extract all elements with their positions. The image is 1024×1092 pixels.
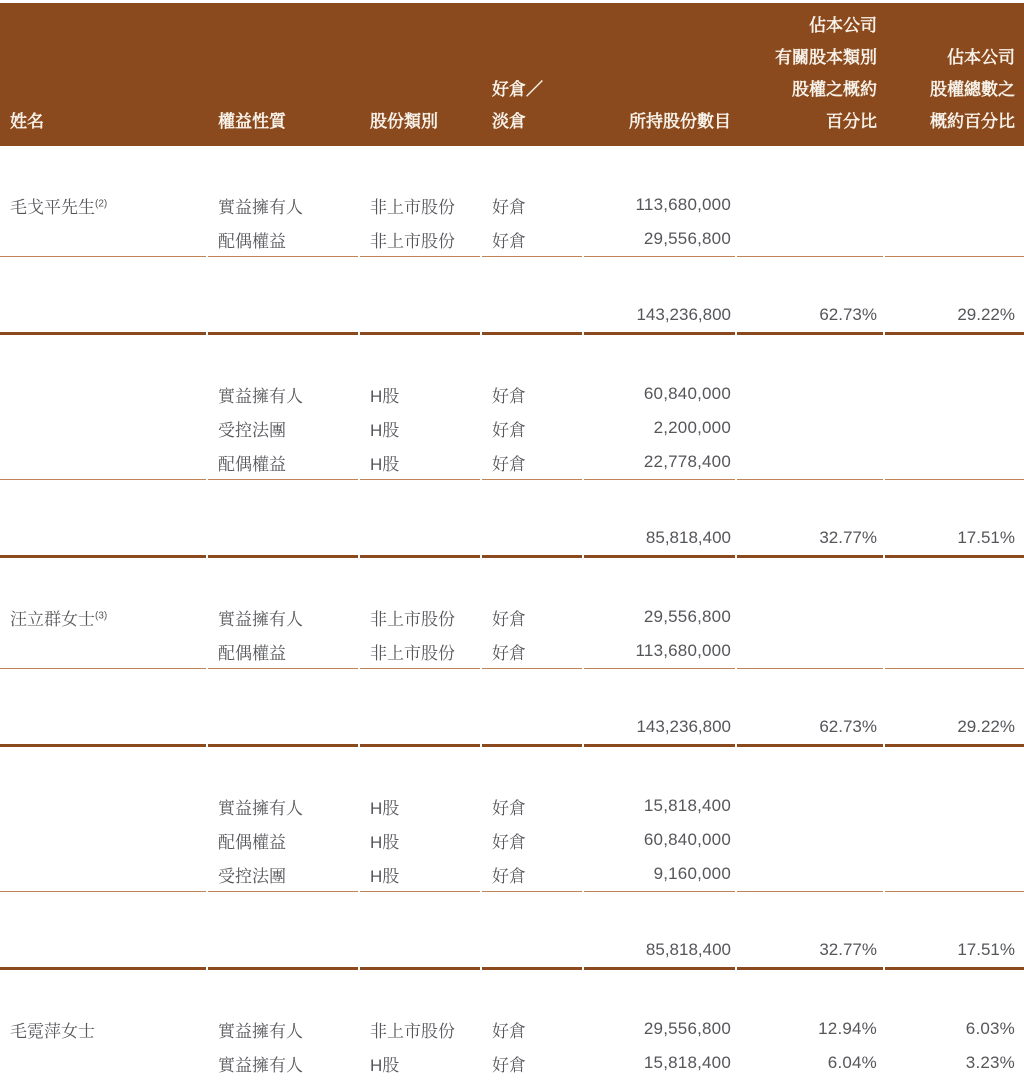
divider-segment — [885, 479, 1024, 480]
divider-segment — [737, 479, 883, 480]
cell-shares: 22,778,400 — [643, 452, 731, 471]
cell-position: 好倉 — [492, 798, 526, 818]
divider-segment — [0, 332, 206, 335]
table-section — [0, 747, 1024, 970]
divider-segment — [737, 256, 883, 257]
divider-segment — [360, 479, 480, 480]
cell-position: 好倉 — [492, 832, 526, 852]
section-divider-thin — [0, 891, 1024, 892]
table-body — [0, 146, 1024, 1080]
subtotal-pct_total: 17.51% — [957, 940, 1015, 959]
divider-segment — [0, 891, 206, 892]
subtotal-row — [0, 257, 1024, 332]
column-header-pct_class-line: 有關股本類別 — [775, 48, 877, 67]
subtotal-pct_class: 32.77% — [819, 528, 877, 547]
cell-shares: 60,840,000 — [643, 384, 731, 403]
divider-segment — [0, 479, 206, 480]
cell-nature: 受控法團 — [218, 866, 286, 886]
section-divider-thick — [0, 744, 1024, 747]
divider-segment — [360, 668, 480, 669]
subtotal-shares: 143,236,800 — [636, 717, 731, 736]
shareholder-name: 毛戈平先生 — [10, 197, 95, 217]
cell-class: H股 — [370, 420, 400, 440]
cell-nature: 實益擁有人 — [218, 798, 303, 818]
divider-segment — [584, 332, 735, 335]
divider-segment — [208, 332, 358, 335]
divider-segment — [482, 332, 582, 335]
cell-shares: 29,556,800 — [643, 607, 731, 626]
column-header-nature-line: 權益性質 — [218, 112, 286, 131]
cell-class: 非上市股份 — [370, 609, 455, 629]
column-header-shares — [584, 106, 735, 138]
column-header-nature — [208, 106, 358, 138]
divider-segment — [737, 668, 883, 669]
cell-nature: 配偶權益 — [218, 231, 286, 251]
divider-segment — [208, 967, 358, 970]
subtotal-shares: 85,818,400 — [645, 940, 731, 959]
divider-segment — [360, 744, 480, 747]
divider-segment — [0, 555, 206, 558]
cell-nature: 實益擁有人 — [218, 386, 303, 406]
cell-shares: 2,200,000 — [653, 418, 731, 437]
cell-nature: 配偶權益 — [218, 454, 286, 474]
divider-segment — [482, 668, 582, 669]
footnote-reference: (3) — [95, 609, 108, 621]
divider-segment — [360, 555, 480, 558]
divider-segment — [482, 744, 582, 747]
cell-shares: 29,556,800 — [643, 229, 731, 248]
table-section — [0, 335, 1024, 558]
section-spacer — [0, 970, 1024, 1012]
cell-nature: 實益擁有人 — [218, 609, 303, 629]
shareholder-name: 毛霓萍女士 — [10, 1021, 95, 1041]
subtotal-pct_class: 62.73% — [819, 305, 877, 324]
divider-segment — [885, 744, 1024, 747]
section-divider-thin — [0, 479, 1024, 480]
divider-segment — [482, 479, 582, 480]
cell-position: 好倉 — [492, 1021, 526, 1041]
divider-segment — [482, 256, 582, 257]
divider-segment — [584, 744, 735, 747]
divider-segment — [360, 256, 480, 257]
divider-segment — [0, 744, 206, 747]
divider-segment — [885, 555, 1024, 558]
cell-name — [0, 605, 206, 630]
table-row — [0, 445, 1024, 479]
table-row — [0, 188, 1024, 222]
column-header-pct_class-line: 佔本公司 — [809, 16, 877, 35]
cell-class: H股 — [370, 454, 400, 474]
column-header-position — [482, 74, 582, 138]
table-header-row — [0, 10, 1024, 138]
section-divider-thick — [0, 555, 1024, 558]
subtotal-shares: 85,818,400 — [645, 528, 731, 547]
column-header-name-line: 姓名 — [10, 112, 44, 131]
cell-pct_class: 6.04% — [827, 1053, 877, 1072]
divider-segment — [584, 479, 735, 480]
subtotal-pct_class: 32.77% — [819, 940, 877, 959]
subtotal-pct_total: 29.22% — [957, 717, 1015, 736]
column-header-shares-line: 所持股份數目 — [629, 112, 731, 131]
cell-pct_total: 6.03% — [965, 1019, 1015, 1038]
cell-shares: 60,840,000 — [643, 830, 731, 849]
table-row — [0, 823, 1024, 857]
cell-position: 好倉 — [492, 1055, 526, 1075]
table-section — [0, 146, 1024, 335]
footnote-reference: (2) — [95, 197, 108, 209]
divider-segment — [482, 967, 582, 970]
divider-segment — [360, 332, 480, 335]
divider-segment — [208, 256, 358, 257]
divider-segment — [885, 967, 1024, 970]
divider-segment — [482, 891, 582, 892]
divider-segment — [208, 479, 358, 480]
column-header-class-line: 股份類別 — [370, 112, 438, 131]
table-row — [0, 857, 1024, 891]
divider-segment — [208, 891, 358, 892]
column-header-pct_total-line: 佔本公司 — [947, 48, 1015, 67]
column-header-class — [360, 106, 480, 138]
cell-class: 非上市股份 — [370, 643, 455, 663]
table-row — [0, 222, 1024, 256]
column-header-pct_total — [885, 42, 1024, 138]
table-section — [0, 970, 1024, 1080]
divider-segment — [360, 967, 480, 970]
divider-segment — [584, 555, 735, 558]
shareholder-name: 汪立群女士 — [10, 609, 95, 629]
column-header-pct_class-line: 百分比 — [826, 112, 877, 131]
cell-class: 非上市股份 — [370, 1021, 455, 1041]
divider-segment — [208, 555, 358, 558]
cell-name — [0, 1017, 206, 1042]
cell-shares: 15,818,400 — [643, 796, 731, 815]
table-row — [0, 411, 1024, 445]
table-row — [0, 634, 1024, 668]
column-header-name — [0, 106, 206, 138]
table-header-band — [0, 3, 1024, 146]
cell-class: H股 — [370, 866, 400, 886]
divider-segment — [885, 891, 1024, 892]
cell-position: 好倉 — [492, 609, 526, 629]
divider-segment — [885, 332, 1024, 335]
cell-position: 好倉 — [492, 386, 526, 406]
section-spacer — [0, 146, 1024, 188]
divider-segment — [360, 891, 480, 892]
section-divider-thin — [0, 668, 1024, 669]
cell-shares: 113,680,000 — [635, 195, 731, 214]
cell-pct_total: 3.23% — [965, 1053, 1015, 1072]
divider-segment — [0, 967, 206, 970]
cell-position: 好倉 — [492, 866, 526, 886]
subtotal-pct_total: 29.22% — [957, 305, 1015, 324]
cell-class: H股 — [370, 1055, 400, 1075]
divider-segment — [885, 668, 1024, 669]
column-header-position-line: 淡倉 — [492, 112, 526, 131]
cell-shares: 15,818,400 — [643, 1053, 731, 1072]
section-spacer — [0, 335, 1024, 377]
table-row — [0, 789, 1024, 823]
divider-segment — [208, 668, 358, 669]
cell-nature: 實益擁有人 — [218, 197, 303, 217]
section-divider-thick — [0, 967, 1024, 970]
cell-class: H股 — [370, 798, 400, 818]
divider-segment — [208, 744, 358, 747]
cell-position: 好倉 — [492, 197, 526, 217]
cell-nature: 實益擁有人 — [218, 1055, 303, 1075]
cell-position: 好倉 — [492, 454, 526, 474]
table-row — [0, 1046, 1024, 1080]
section-spacer — [0, 747, 1024, 789]
section-spacer — [0, 558, 1024, 600]
divider-segment — [584, 668, 735, 669]
cell-shares: 113,680,000 — [635, 641, 731, 660]
cell-nature: 配偶權益 — [218, 643, 286, 663]
column-header-position-line: 好倉／ — [492, 80, 543, 99]
divider-segment — [0, 256, 206, 257]
divider-segment — [885, 256, 1024, 257]
cell-position: 好倉 — [492, 420, 526, 440]
cell-nature: 受控法團 — [218, 420, 286, 440]
divider-segment — [482, 555, 582, 558]
divider-segment — [737, 891, 883, 892]
column-header-pct_total-line: 概約百分比 — [930, 112, 1015, 131]
cell-class: H股 — [370, 832, 400, 852]
table-row — [0, 1012, 1024, 1046]
subtotal-row — [0, 669, 1024, 744]
divider-segment — [737, 555, 883, 558]
table-row — [0, 600, 1024, 634]
cell-nature: 配偶權益 — [218, 832, 286, 852]
section-divider-thin — [0, 256, 1024, 257]
table-section — [0, 558, 1024, 747]
column-header-pct_class — [737, 10, 883, 138]
subtotal-shares: 143,236,800 — [636, 305, 731, 324]
cell-name — [0, 193, 206, 218]
divider-segment — [737, 332, 883, 335]
subtotal-pct_class: 62.73% — [819, 717, 877, 736]
subtotal-row — [0, 892, 1024, 967]
cell-shares: 9,160,000 — [653, 864, 731, 883]
cell-class: 非上市股份 — [370, 231, 455, 251]
divider-segment — [0, 668, 206, 669]
cell-position: 好倉 — [492, 231, 526, 251]
section-divider-thick — [0, 332, 1024, 335]
subtotal-row — [0, 480, 1024, 555]
divider-segment — [584, 967, 735, 970]
divider-segment — [584, 891, 735, 892]
cell-position: 好倉 — [492, 643, 526, 663]
cell-pct_class: 12.94% — [818, 1019, 877, 1038]
column-header-pct_class-line: 股權之概約 — [792, 80, 877, 99]
subtotal-pct_total: 17.51% — [957, 528, 1015, 547]
cell-nature: 實益擁有人 — [218, 1021, 303, 1041]
table-row — [0, 377, 1024, 411]
divider-segment — [584, 256, 735, 257]
cell-shares: 29,556,800 — [643, 1019, 731, 1038]
column-header-pct_total-line: 股權總數之 — [930, 80, 1015, 99]
divider-segment — [737, 744, 883, 747]
divider-segment — [737, 967, 883, 970]
cell-class: 非上市股份 — [370, 197, 455, 217]
cell-class: H股 — [370, 386, 400, 406]
